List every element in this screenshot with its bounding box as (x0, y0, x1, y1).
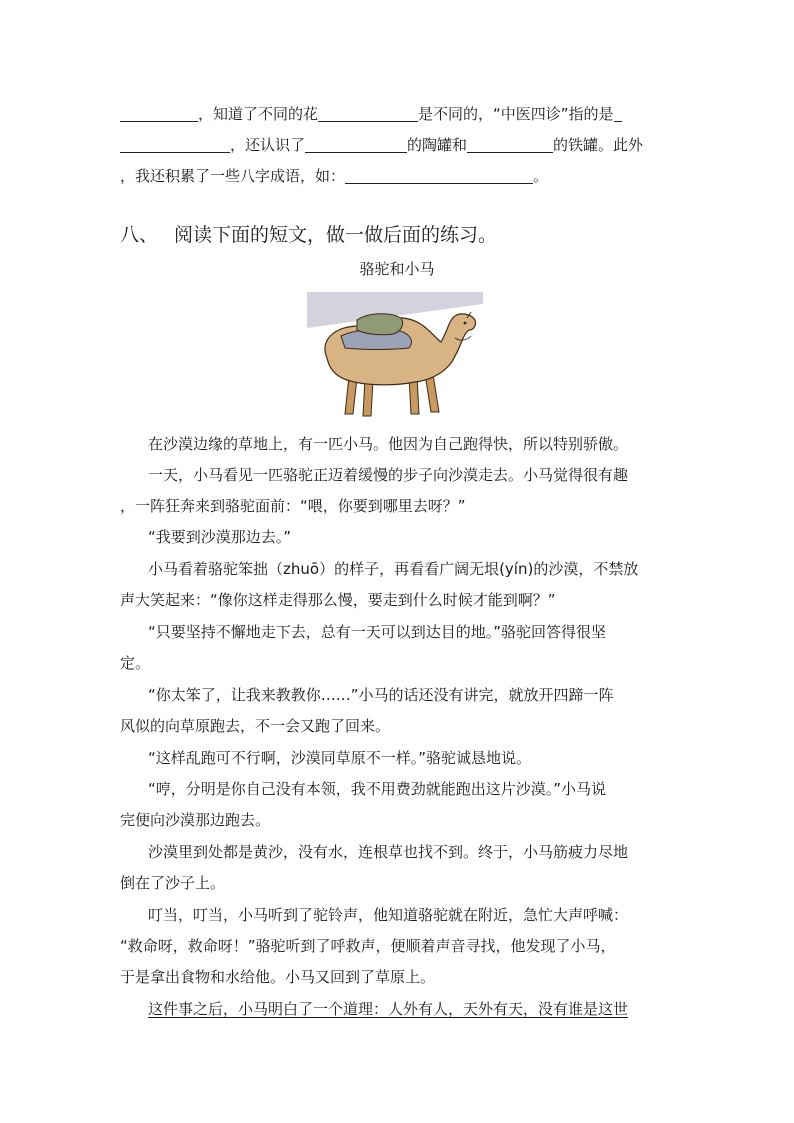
fill-text: 。 (533, 167, 549, 185)
fill-text: 的铁罐。此外 (553, 136, 644, 154)
fill-text: 是不同的，“中医四诊”指的是 (418, 105, 614, 123)
answer-blank[interactable] (318, 105, 418, 122)
story-line: “你太笨了，让我来教教你……”小马的话还没有讲完，就放开四蹄一阵 (148, 686, 614, 704)
answer-blank[interactable] (345, 167, 533, 184)
story-line: “救命呀，救命呀！”骆驼听到了呼救声，便顺着声音寻找，他发现了小马， (120, 937, 616, 955)
story-title: 骆驼和小马 (359, 260, 435, 278)
story-line-underlined (120, 999, 708, 1019)
fill-line-2 (120, 135, 680, 155)
fill-text: ，还认识了 (230, 136, 306, 154)
story-line: 倒在了沙子上。 (120, 874, 226, 892)
story-line: “只要坚持不懈地走下去，总有一天可以到达目的地。”骆驼回答得很坚 (148, 623, 607, 641)
fill-line-1 (120, 104, 680, 124)
story-line: 于是拿出食物和水给他。小马又回到了草原上。 (120, 968, 436, 986)
story-line: 风似的向草原跑去，不一会又跑了回来。 (120, 717, 391, 735)
fill-text: ，知道了不同的花 (198, 105, 319, 123)
story-line: “我要到沙漠那边去。” (148, 528, 292, 546)
story-line: 定。 (120, 654, 151, 672)
fill-line-3 (120, 166, 680, 186)
answer-blank[interactable] (305, 136, 407, 153)
section-instruction: 阅读下面的短文，做一做后面的练习。 (174, 224, 498, 246)
story-line: “这样乱跑可不行啊，沙漠同草原不一样。”骆驼诚恳地说。 (148, 749, 532, 767)
story-line: ，一阵狂奔来到骆驼面前：“喂，你要到哪里去呀？” (120, 497, 466, 515)
story-line: 完便向沙漠那边跑去。 (120, 811, 271, 829)
answer-blank[interactable] (614, 105, 622, 122)
story-line: 沙漠里到处都是黄沙，没有水，连根草也找不到。终于，小马筋疲力尽地 (148, 843, 629, 861)
underlined-sentence: 这件事之后，小马明白了一个道理：人外有人，天外有天，没有谁是这世 (148, 1000, 629, 1018)
answer-blank[interactable] (120, 105, 198, 122)
story-line: “哼，分明是你自己没有本领，我不用费劲就能跑出这片沙漠。”小马说 (148, 780, 607, 798)
story-line: 叮当，叮当，小马听到了驼铃声，他知道骆驼就在附近，急忙大声呼喊： (148, 906, 629, 924)
story-line: 一天，小马看见一匹骆驼正迈着缓慢的步子向沙漠走去。小马觉得很有趣 (148, 466, 629, 484)
camel-illustration-icon (305, 290, 485, 420)
answer-blank[interactable] (120, 136, 230, 153)
story-line: 声大笑起来：“像你这样走得那么慢，要走到什么时候才能到啊？” (120, 591, 556, 609)
fill-text: ，我还积累了一些八字成语，如： (120, 167, 346, 185)
answer-blank[interactable] (467, 136, 553, 153)
fill-text: 的陶罐和 (407, 136, 468, 154)
section-number: 八、 (120, 224, 159, 246)
story-line: 在沙漠边缘的草地上，有一匹小马。他因为自己跑得快，所以特别骄傲。 (148, 435, 629, 453)
story-line: 小马看着骆驼笨拙（zhuō）的样子，再看看广阔无垠(yín)的沙漠，不禁放 (148, 560, 639, 578)
section-heading (120, 220, 497, 247)
